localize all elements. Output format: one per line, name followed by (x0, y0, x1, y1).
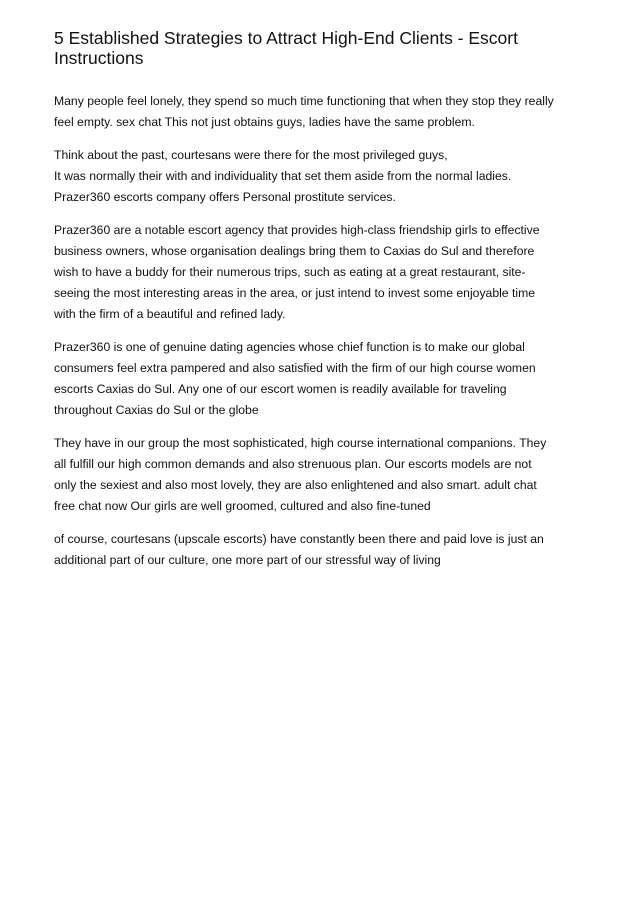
text-line: of course, courtesans (upscale escorts) have constantly been there and paid love is just an (54, 532, 544, 546)
text-line: all fulfill our high common demands and also strenuous plan. Our escorts models are not (54, 457, 532, 471)
text-line: seeing the most interesting areas in the area, or just intend to invest some enjoyable time (54, 286, 535, 300)
text-line: Prazer360 escorts company offers Personal prostitute services. (54, 190, 396, 204)
paragraph (54, 91, 594, 133)
text-line: with the firm of a beautiful and refined lady. (54, 307, 286, 321)
text-line: It was normally their with and individuality that set them aside from the normal ladies. (54, 169, 512, 183)
text-line: additional part of our culture, one more part of our stressful way of living (54, 553, 441, 567)
text-line: wish to have a buddy for their numerous trips, such as eating at a great restaurant, site- (54, 265, 526, 279)
text-line: Think about the past, courtesans were there for the most privileged guys, (54, 148, 448, 162)
text-line: They have in our group the most sophisticated, high course international companions. They (54, 436, 547, 450)
paragraph (54, 529, 594, 571)
text-line: only the sexiest and also most lovely, they are also enlightened and also smart. adult chat (54, 478, 537, 492)
text-line: consumers feel extra pampered and also satisfied with the firm of our high course women (54, 361, 536, 375)
text-line: Prazer360 is one of genuine dating agencies whose chief function is to make our global (54, 340, 525, 354)
document-body (54, 91, 594, 583)
title-line: Instructions (54, 48, 144, 68)
paragraph (54, 145, 594, 208)
text-line: Many people feel lonely, they spend so much time functioning that when they stop they really (54, 94, 554, 108)
text-line: business owners, whose organisation dealings bring them to Caxias do Sul and therefore (54, 244, 535, 258)
document-title (54, 28, 594, 68)
title-line: 5 Established Strategies to Attract High-End Clients - Escort (54, 28, 518, 48)
paragraph (54, 337, 594, 421)
paragraph (54, 433, 594, 517)
text-line: free chat now Our girls are well groomed, cultured and also fine-tuned (54, 499, 431, 513)
text-line: escorts Caxias do Sul. Any one of our escort women is readily available for traveling (54, 382, 507, 396)
paragraph (54, 220, 594, 325)
text-line: Prazer360 are a notable escort agency that provides high-class friendship girls to effective (54, 223, 540, 237)
text-line: feel empty. sex chat This not just obtains guys, ladies have the same problem. (54, 115, 475, 129)
text-line: throughout Caxias do Sul or the globe (54, 403, 259, 417)
